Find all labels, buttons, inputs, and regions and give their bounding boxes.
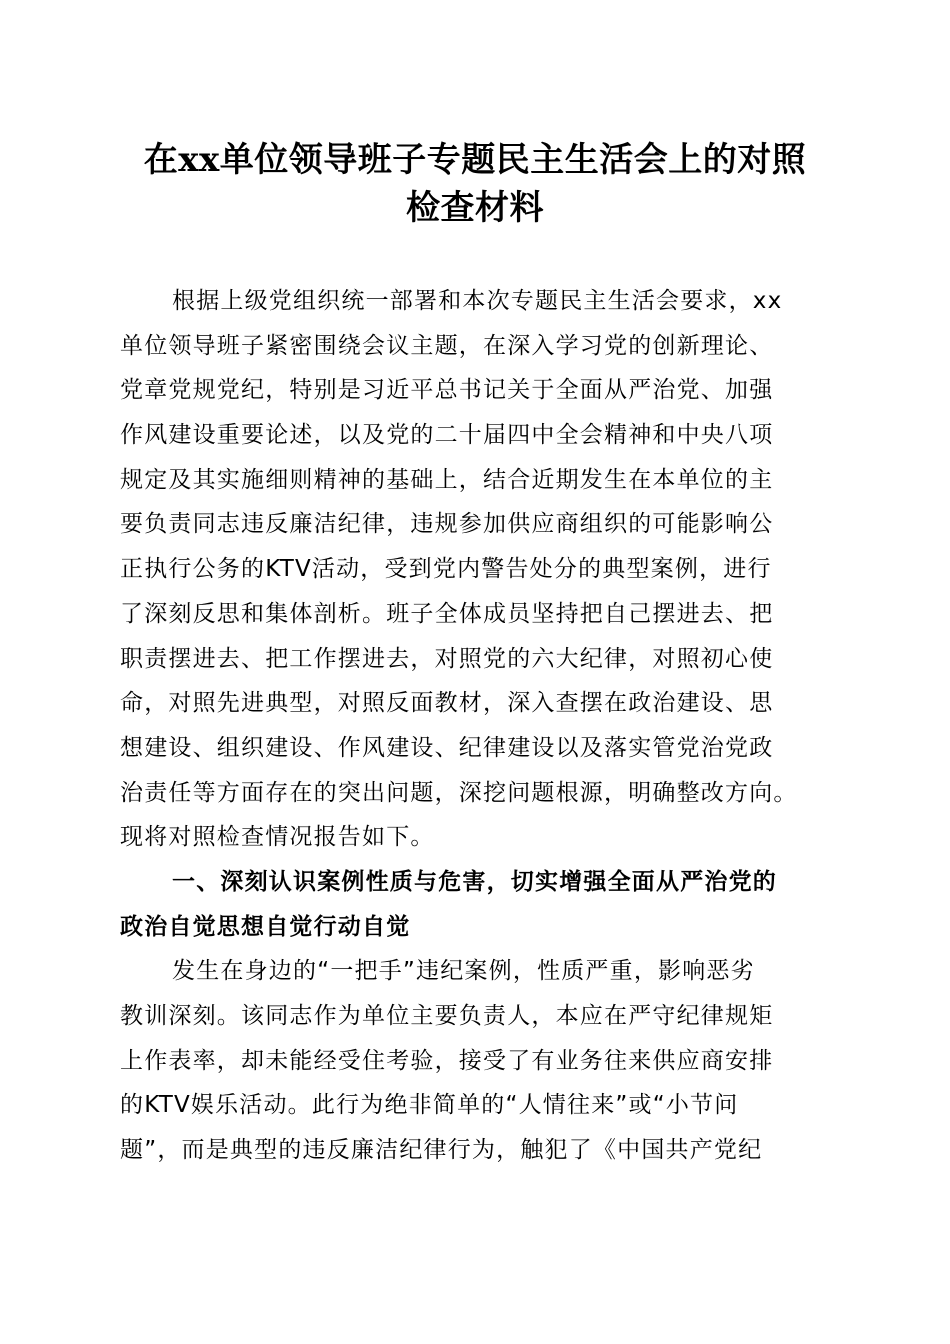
- text-line: 规定及其实施细则精神的基础上，结合近期发生在本单位的主: [120, 466, 774, 493]
- heading-line: 政治自觉思想自觉行动自觉: [120, 913, 411, 940]
- text-line: 教训深刻。该同志作为单位主要负责人，本应在严守纪律规矩: [120, 1003, 774, 1029]
- text-line: 根据上级党组织统一部署和本次专题民主生活会要求，xx: [172, 288, 783, 314]
- text-line: 单位领导班子紧密围绕会议主题，在深入学习党的创新理论、: [120, 332, 774, 359]
- paragraph-case: [120, 949, 840, 1172]
- text-line: 题”，而是典型的违反廉洁纪律行为，触犯了《中国共产党纪: [120, 1137, 763, 1164]
- document-body: [120, 279, 840, 1173]
- title-line: 检查材料: [406, 188, 544, 228]
- text-line: 正执行公务的KTV活动，受到党内警告处分的典型案例，进行: [120, 556, 772, 583]
- title-line: 在xx单位领导班子专题民主生活会上的对照: [143, 140, 807, 180]
- text-line: 发生在身边的“一把手”违纪案例，性质严重，影响恶劣: [172, 958, 755, 985]
- text-line: 职责摆进去、把工作摆进去，对照党的六大纪律，对照初心使: [120, 645, 774, 672]
- document-title: [100, 136, 850, 232]
- text-line: 党章党规党纪，特别是习近平总书记关于全面从严治党、加强: [120, 377, 774, 404]
- text-line: 的KTV娱乐活动。此行为绝非简单的“人情往来”或“小节问: [120, 1092, 739, 1119]
- text-line: 要负责同志违反廉洁纪律，违规参加供应商组织的可能影响公: [120, 511, 774, 538]
- text-line: 了深刻反思和集体剖析。班子全体成员坚持把自己摆进去、把: [120, 600, 774, 627]
- text-line: 现将对照检查情况报告如下。: [120, 824, 435, 851]
- text-line: 想建设、组织建设、作风建设、纪律建设以及落实管党治党政: [120, 734, 774, 761]
- text-line: 命，对照先进典型，对照反面教材，深入查摆在政治建设、思: [120, 690, 774, 717]
- text-line: 治责任等方面存在的突出问题，深挖问题根源，明确整改方向。: [120, 779, 798, 806]
- heading-line: 一、深刻认识案例性质与危害，切实增强全面从严治党的: [172, 868, 777, 895]
- paragraph-intro: [120, 279, 840, 860]
- section-heading-1: [120, 860, 840, 949]
- text-line: 作风建设重要论述，以及党的二十届四中全会精神和中央八项: [120, 422, 774, 449]
- text-line: 上作表率，却未能经受住考验，接受了有业务往来供应商安排: [120, 1047, 774, 1074]
